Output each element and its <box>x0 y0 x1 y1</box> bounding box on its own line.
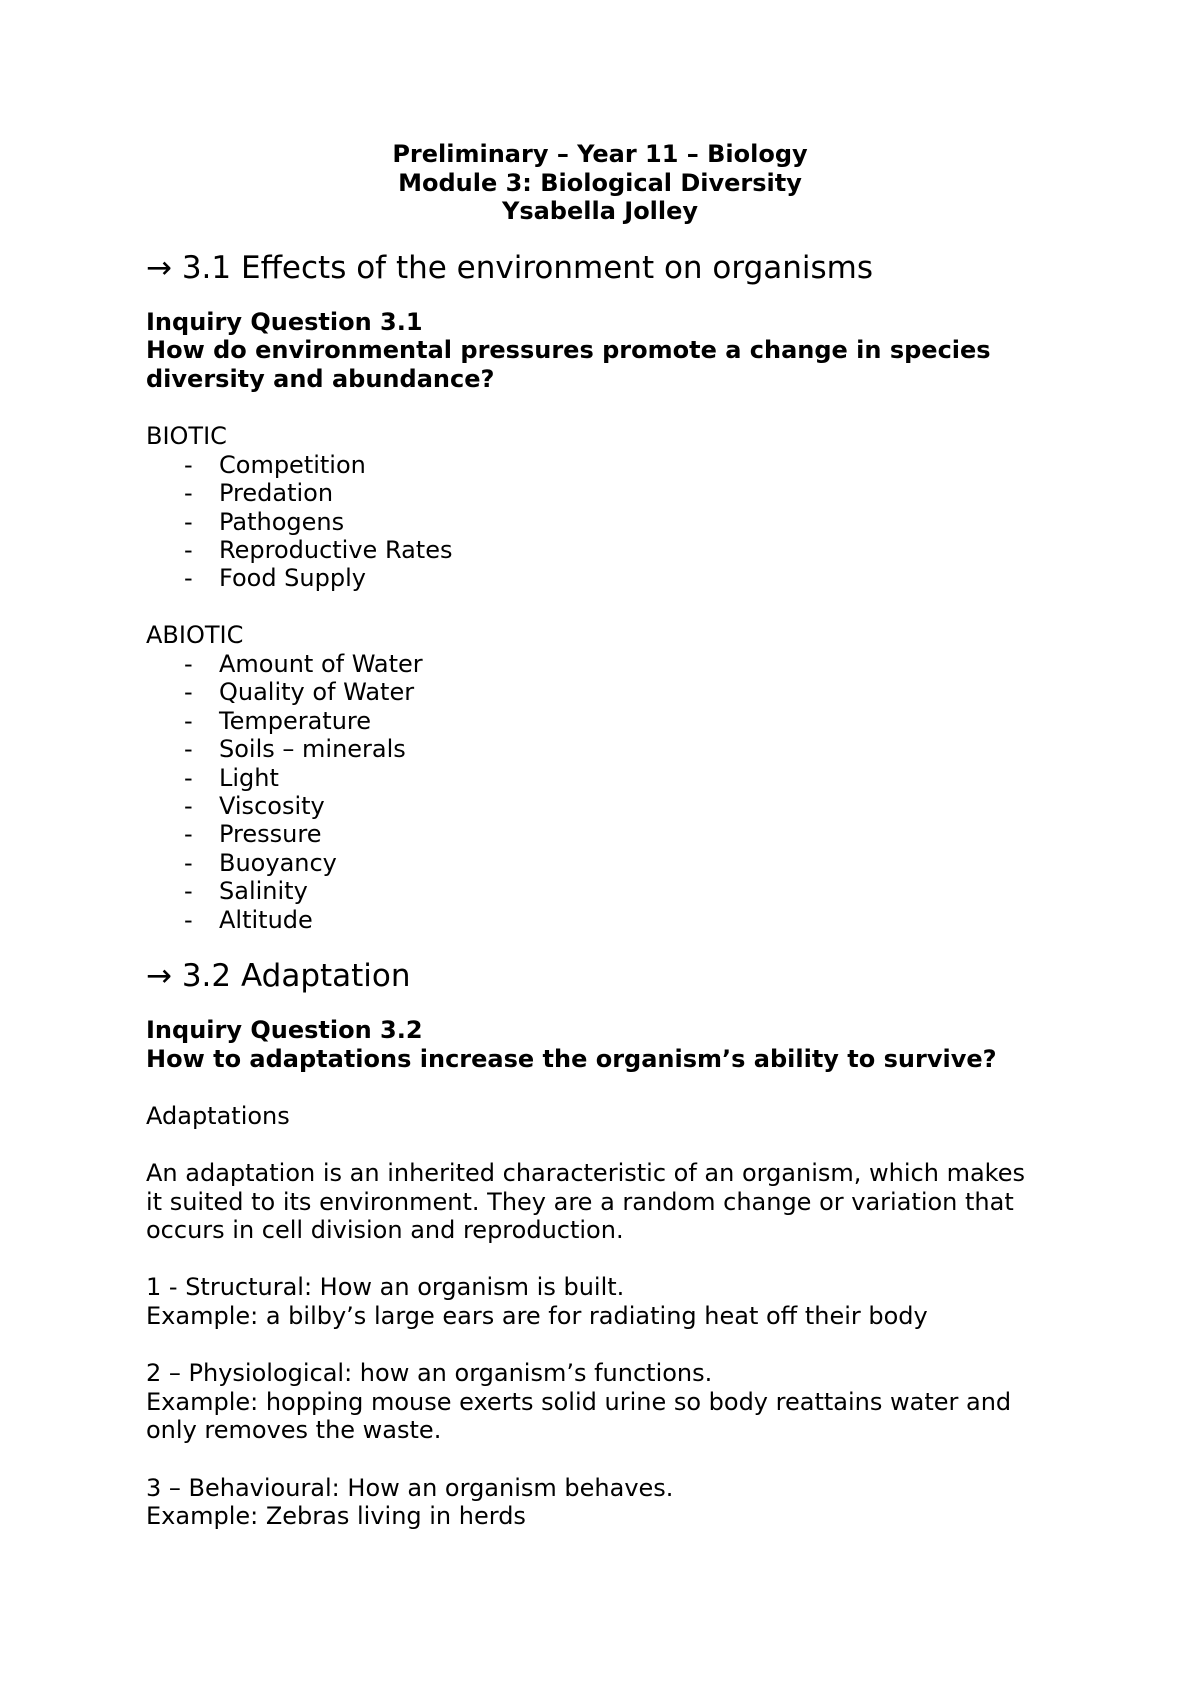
dash-mark: - <box>184 564 193 593</box>
title-line-author: Ysabella Jolley <box>501 197 699 226</box>
dash-mark: - <box>184 735 193 764</box>
inquiry-question-3-2: How to adaptations increase the organism’s ability to survive? <box>146 1044 997 1073</box>
inquiry-label-3-2: Inquiry Question 3.2 <box>146 1016 423 1045</box>
list-item: - Pathogens <box>184 507 345 536</box>
dash-mark: - <box>184 535 193 564</box>
list-item: - Salinity <box>184 877 308 906</box>
section-heading-3-2: → 3.2 Adaptation <box>146 958 411 995</box>
list-item: - Altitude <box>184 905 313 934</box>
definition-line1: An adaptation is an inherited characteristic of an organism, which makes <box>146 1159 1025 1187</box>
title-line-module: Module 3: Biological Diversity <box>398 168 802 197</box>
document-page <box>146 140 1076 1531</box>
dash-mark: - <box>184 479 193 508</box>
dash-mark: - <box>184 877 193 906</box>
physiological-line2: Example: hopping mouse exerts solid urine so body reattains water and <box>146 1387 1012 1416</box>
abiotic-label: ABIOTIC <box>146 621 244 650</box>
list-item: - Pressure <box>184 820 322 849</box>
list-item: - Food Supply <box>184 564 366 593</box>
list-item: - Viscosity <box>184 792 325 820</box>
title-line-course: Preliminary – Year 11 – Biology <box>392 140 808 168</box>
dash-mark: - <box>184 450 193 479</box>
definition-line3: occurs in cell division and reproduction. <box>146 1216 624 1245</box>
list-item: - Amount of Water <box>184 649 423 678</box>
list-item: - Competition <box>184 450 366 479</box>
inquiry-question-3-1-line2: diversity and abundance? <box>146 364 495 393</box>
list-item: - Buoyancy <box>184 848 337 877</box>
biotic-label: BIOTIC <box>146 422 227 451</box>
list-item: - Temperature <box>184 706 372 735</box>
dash-mark: - <box>184 706 193 735</box>
dash-mark: - <box>184 848 193 877</box>
abiotic-list <box>146 650 1076 934</box>
list-item: - Light <box>184 763 279 792</box>
dash-mark: - <box>184 763 193 792</box>
inquiry-label-3-1: Inquiry Question 3.1 <box>146 307 423 336</box>
structural-line2: Example: a bilby’s large ears are for radiating heat off their body <box>146 1301 928 1330</box>
biotic-list <box>146 451 1076 593</box>
list-item: - Soils – minerals <box>184 735 406 764</box>
inquiry-question-3-1-line1: How do environmental pressures promote a change in species <box>146 336 991 365</box>
dash-mark: - <box>184 905 193 934</box>
list-item: - Predation <box>184 479 334 508</box>
dash-mark: - <box>184 507 193 536</box>
document-title-block <box>0 140 1200 226</box>
list-item: - Reproductive Rates <box>184 535 453 564</box>
behavioural-line2: Example: Zebras living in herds <box>146 1502 526 1531</box>
adaptations-subheading: Adaptations <box>146 1101 290 1130</box>
dash-mark: - <box>184 792 193 820</box>
list-item: - Quality of Water <box>184 678 415 707</box>
section-heading-3-1: → 3.1 Effects of the environment on organisms <box>146 249 874 286</box>
structural-line1: 1 - Structural: How an organism is built. <box>146 1273 625 1302</box>
physiological-line3: only removes the waste. <box>146 1416 442 1445</box>
behavioural-line1: 3 – Behavioural: How an organism behaves. <box>146 1473 674 1502</box>
dash-mark: - <box>184 649 193 678</box>
dash-mark: - <box>184 678 193 707</box>
definition-line2: it suited to its environment. They are a random change or variation that <box>146 1187 1014 1216</box>
physiological-line1: 2 – Physiological: how an organism’s functions. <box>146 1359 713 1388</box>
dash-mark: - <box>184 820 193 849</box>
